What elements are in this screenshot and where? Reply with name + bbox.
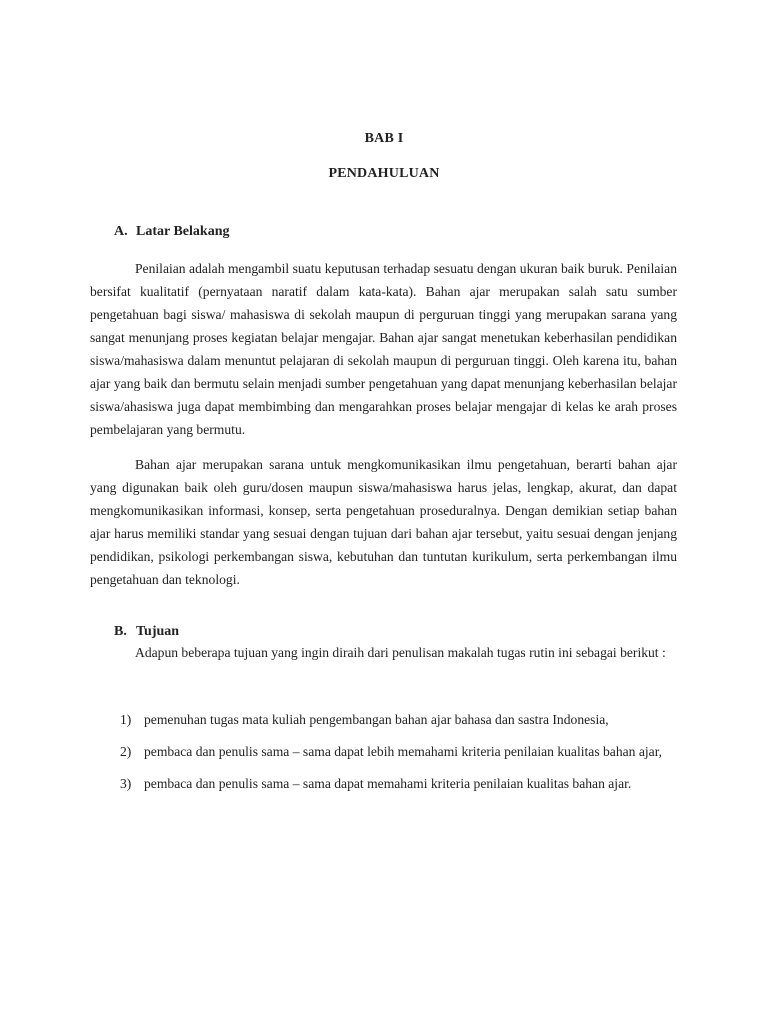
- list-item-text: pembaca dan penulis sama – sama dapat memahami kriteria penilaian kualitas bahan ajar.: [144, 776, 632, 791]
- objectives-list: [0, 706, 768, 802]
- section-a-letter: A.: [114, 224, 128, 239]
- list-item-text: pembaca dan penulis sama – sama dapat lebih memahami kriteria penilaian kualitas bahan ajar,: [144, 744, 663, 759]
- list-item-number: 2): [120, 744, 132, 759]
- list-item: [0, 706, 768, 733]
- section-a-title: Latar Belakang: [136, 224, 230, 239]
- section-b-title: Tujuan: [136, 624, 180, 639]
- section-b-intro: Adapun beberapa tujuan yang ingin diraih dari penulisan makalah tugas rutin ini sebagai berikut :: [135, 645, 666, 660]
- chapter-number: BAB I: [364, 131, 404, 146]
- list-item: [0, 770, 768, 797]
- section-a-paragraph-1: Penilaian adalah mengambil suatu keputusan terhadap sesuatu dengan ukuran baik buruk. Penilaian bersifat kualitatif (pernyataan naratif dalam kata-kata). Bahan ajar merupakan salah satu sumber pengetahuan bagi siswa/ mahasiswa di sekolah maupun di perguruan tinggi yang merupakan sarana yang sangat menunjang proses kegiatan belajar mengajar. Bahan ajar sangat menetukan keberhasilan pendidikan siswa/mahasiswa dalam menuntut pelajaran di sekolah maupun di perguruan tinggi. Oleh karena itu, bahan ajar yang baik dan bermutu selain menjadi sumber pengetahuan yang dapat menunjang keberhasilan belajar siswa/ahasiswa juga dapat membimbing dan mengarahkan proses belajar mengajar di kelas ke arah proses pembelajaran yang bermutu.: [90, 261, 677, 437]
- list-item: [0, 738, 768, 765]
- list-item-number: 3): [120, 776, 132, 791]
- list-item-text: pemenuhan tugas mata kuliah pengembangan bahan ajar bahasa dan sastra Indonesia,: [144, 712, 609, 727]
- section-b-heading: [114, 624, 179, 640]
- section-a-heading: [114, 224, 229, 240]
- chapter-title: PENDAHULUAN: [328, 166, 440, 181]
- list-item-number: 1): [120, 712, 132, 727]
- section-b-letter: B.: [114, 624, 127, 639]
- section-a-paragraph-2: Bahan ajar merupakan sarana untuk mengkomunikasikan ilmu pengetahuan, berarti bahan ajar yang digunakan baik oleh guru/dosen maupun siswa/mahasiswa harus jelas, lengkap, akurat, dan dapat mengkomunikasikan informasi, konsep, serta pengetahuan proseduralnya. Dengan demikian setiap bahan ajar harus memiliki standar yang sesuai dengan tujuan dari bahan ajar tersebut, yaitu sesuai dengan jenjang pendidikan, psikologi perkembangan siswa, kebutuhan dan tuntutan kurikulum, serta perkembangan ilmu pengetahuan dan teknologi.: [90, 457, 677, 587]
